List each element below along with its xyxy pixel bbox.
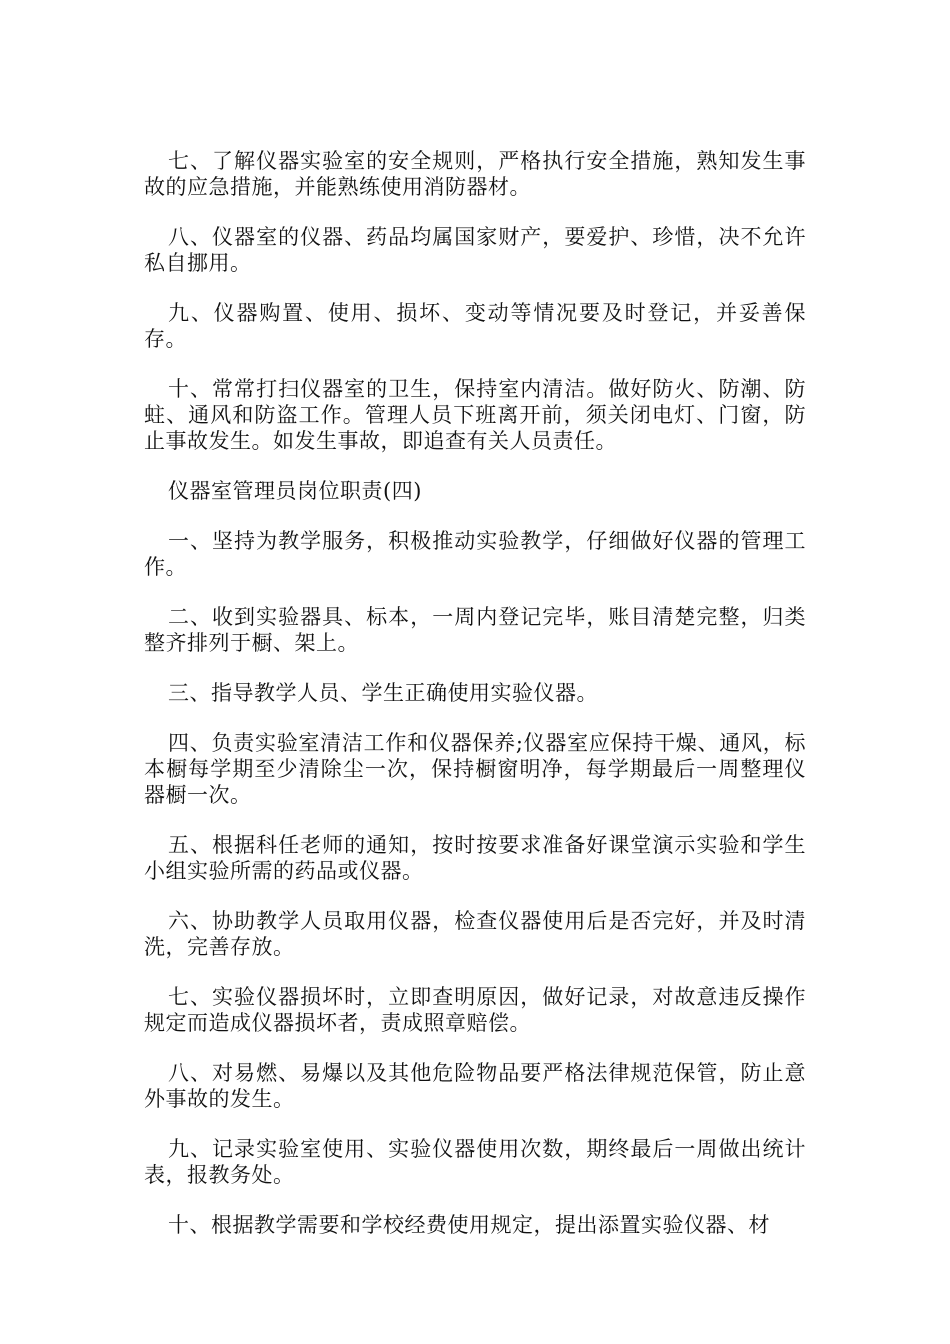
duty-item-5: 五、根据科任老师的通知，按时按要求准备好课堂演示实验和学生小组实验所需的药品或仪器。 bbox=[144, 833, 806, 883]
duty-item-10: 十、根据教学需要和学校经费使用规定，提出添置实验仪器、材 bbox=[168, 1213, 770, 1237]
duty-item-8: 八、对易燃、易爆以及其他危险物品要严格法律规范保管，防止意外事故的发生。 bbox=[144, 1061, 806, 1111]
paragraph-item-7: 七、了解仪器实验室的安全规则，严格执行安全措施，熟知发生事故的应急措施，并能熟练使用消防器材。 bbox=[144, 149, 806, 199]
document-body bbox=[144, 148, 806, 1262]
duty-item-4: 四、负责实验室清洁工作和仪器保养;仪器室应保持干燥、通风，标本橱每学期至少清除尘一次，保持橱窗明净，每学期最后一周整理仪器橱一次。 bbox=[144, 731, 806, 807]
duty-item-1: 一、坚持为教学服务，积极推动实验教学，仔细做好仪器的管理工作。 bbox=[144, 529, 806, 579]
paragraph-item-8: 八、仪器室的仪器、药品均属国家财产，要爱护、珍惜，决不允许私自挪用。 bbox=[144, 225, 806, 275]
duty-item-3: 三、指导教学人员、学生正确使用实验仪器。 bbox=[168, 681, 598, 705]
section-heading: 仪器室管理员岗位职责(四) bbox=[168, 479, 422, 503]
paragraph-item-9: 九、仪器购置、使用、损坏、变动等情况要及时登记，并妥善保存。 bbox=[144, 301, 806, 351]
duty-item-7: 七、实验仪器损坏时，立即查明原因，做好记录，对故意违反操作规定而造成仪器损坏者，责成照章赔偿。 bbox=[144, 985, 806, 1035]
duty-item-2: 二、收到实验器具、标本，一周内登记完毕，账目清楚完整，归类整齐排列于橱、架上。 bbox=[144, 605, 806, 655]
duty-item-6: 六、协助教学人员取用仪器，检查仪器使用后是否完好，并及时清洗，完善存放。 bbox=[144, 909, 806, 959]
paragraph-item-10: 十、常常打扫仪器室的卫生，保持室内清洁。做好防火、防潮、防蛀、通风和防盗工作。管理人员下班离开前，须关闭电灯、门窗，防止事故发生。如发生事故，即追查有关人员责任。 bbox=[144, 377, 806, 453]
duty-item-9: 九、记录实验室使用、实验仪器使用次数，期终最后一周做出统计表，报教务处。 bbox=[144, 1137, 806, 1187]
